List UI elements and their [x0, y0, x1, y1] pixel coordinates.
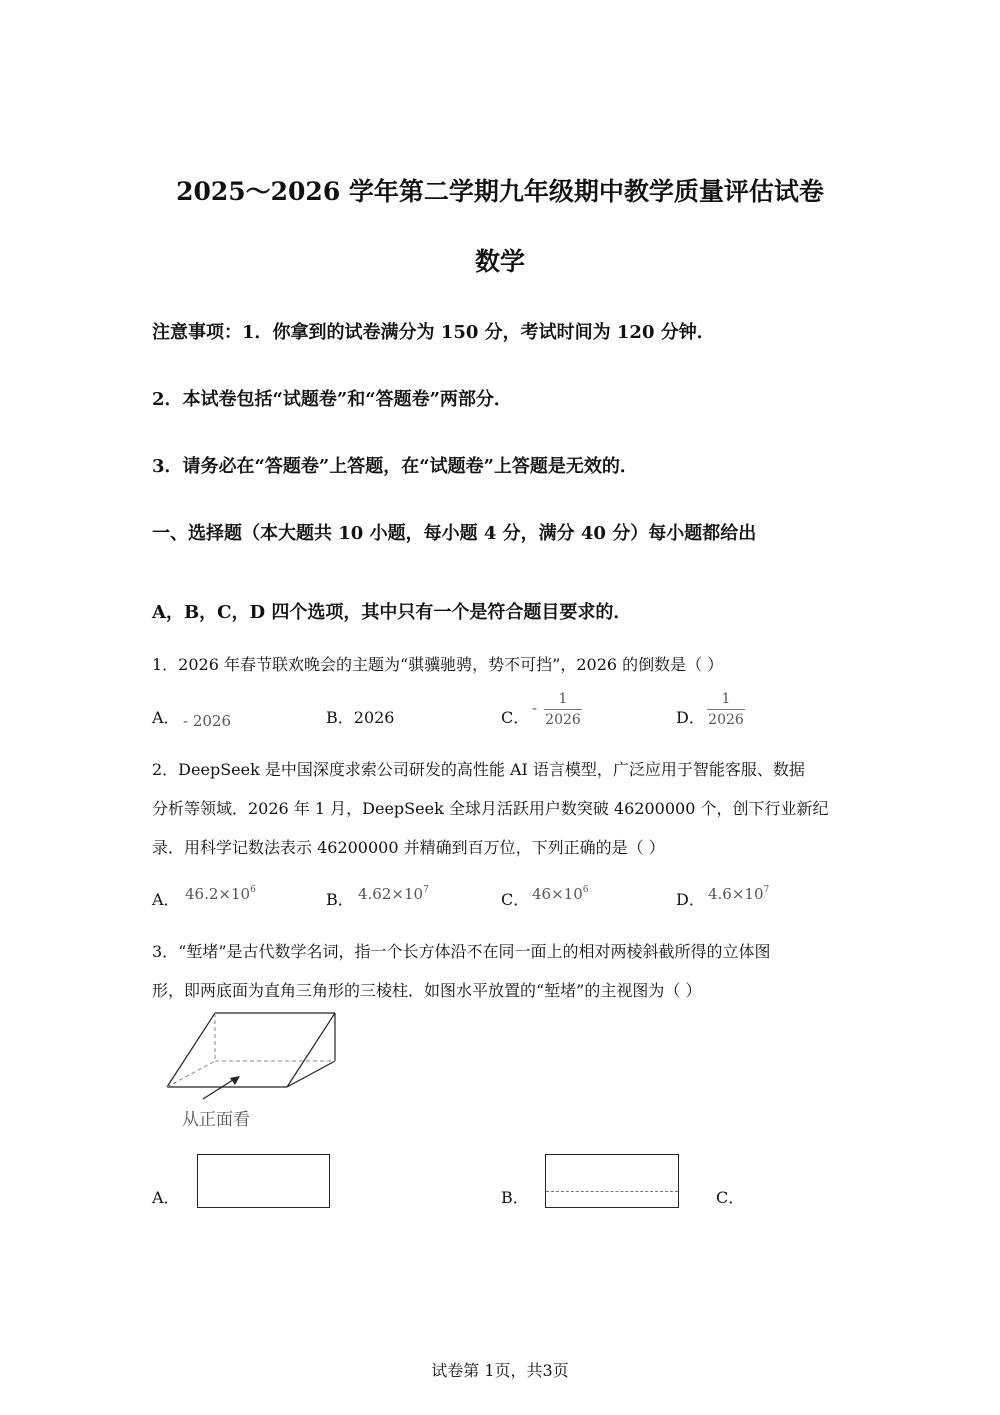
q1-option-c-numerator: 1: [558, 691, 568, 707]
q3-option-b-rectangle: [545, 1154, 679, 1208]
q1-option-d-denominator: 2026: [708, 712, 744, 728]
q2-option-c-base: 46×10: [532, 885, 583, 903]
subject-title: 数学: [474, 247, 525, 276]
q1-option-a-value: - 2026: [183, 712, 232, 730]
q3-option-c-label: C．: [716, 1188, 745, 1207]
note-line-3: 3．请务必在“答题卷”上答题，在“试题卷”上答题是无效的．: [152, 456, 638, 477]
q3-option-b-label: B．: [501, 1188, 529, 1207]
question-2-line-1: 2．DeepSeek 是中国深度求索公司研发的高性能 AI 语言模型，广泛应用于智能客服、数据: [152, 760, 805, 779]
q1-option-c-sign: -: [532, 699, 538, 717]
q1-option-b: B．2026: [326, 708, 395, 727]
q2-option-d-exponent: 7: [763, 885, 770, 895]
q2-option-d-value: [708, 885, 769, 903]
q1-option-d-fraction: [707, 690, 745, 729]
q1-option-a-label: A．: [152, 708, 180, 727]
q2-option-c-value: [532, 885, 588, 903]
q3-option-a-rectangle: [197, 1154, 330, 1208]
q2-option-c-exponent: 6: [582, 885, 589, 895]
question-3-line-2: 形，即两底面为直角三角形的三棱柱．如图水平放置的“堑堵”的主视图为（ ）: [152, 981, 702, 1000]
q3-option-a-label: A．: [152, 1188, 180, 1207]
q2-option-a-value: [185, 885, 256, 903]
q2-option-a-exponent: 6: [250, 885, 256, 895]
q2-option-c-label: C．: [501, 890, 530, 909]
q2-option-a-base: 46.2×10: [185, 885, 251, 903]
note-line-1: 注意事项：1．你拿到的试卷满分为 150 分，考试时间为 120 分钟．: [152, 322, 715, 343]
question-1-stem: 1．2026 年春节联欢晚会的主题为“骐骥驰骋，势不可挡”，2026 的倒数是（ ）: [152, 655, 724, 674]
prism-figure: [160, 1008, 345, 1103]
view-direction-arrow: [203, 1078, 236, 1099]
q1-option-c-label: C．: [501, 708, 530, 727]
question-2-line-2: 分析等领域．2026 年 1 月，DeepSeek 全球月活跃用户数突破 46200000 个，创下行业新纪: [152, 799, 829, 818]
question-2-line-3: 录．用科学记数法表示 46200000 并精确到百万位，下列正确的是（ ）: [152, 838, 665, 857]
q3-option-b-dashed-line: [546, 1191, 678, 1192]
exam-title: 2025～2026 学年第二学期九年级期中教学质量评估试卷: [176, 177, 824, 206]
q1-option-c-fraction: [544, 690, 582, 729]
q1-option-d-label: D．: [676, 708, 705, 727]
q2-option-b-value: [358, 885, 429, 903]
question-3-line-1: 3．“堑堵”是古代数学名词，指一个长方体沿不在同一面上的相对两棱斜截所得的立体图: [152, 942, 771, 961]
q1-option-c-denominator: 2026: [545, 712, 581, 728]
section-heading-line-2: A，B，C，D 四个选项，其中只有一个是符合题目要求的．: [152, 602, 632, 623]
figure-caption: 从正面看: [182, 1110, 250, 1130]
q2-option-b-base: 4.62×10: [358, 885, 424, 903]
section-heading-line-1: 一、选择题（本大题共 10 小题，每小题 4 分，满分 40 分）每小题都给出: [152, 523, 757, 544]
fraction-bar: [707, 709, 745, 710]
q2-option-d-label: D．: [676, 890, 705, 909]
q2-option-a-label: A．: [152, 890, 180, 909]
note-line-2: 2．本试卷包括“试题卷”和“答题卷”两部分．: [152, 389, 512, 410]
q2-option-b-label: B．: [326, 890, 354, 909]
q2-option-b-exponent: 7: [423, 885, 429, 895]
q1-option-d-numerator: 1: [721, 691, 731, 707]
fraction-bar: [544, 709, 582, 710]
page-footer: 试卷第 1页，共3页: [431, 1361, 569, 1380]
q2-option-d-base: 4.6×10: [708, 885, 764, 903]
